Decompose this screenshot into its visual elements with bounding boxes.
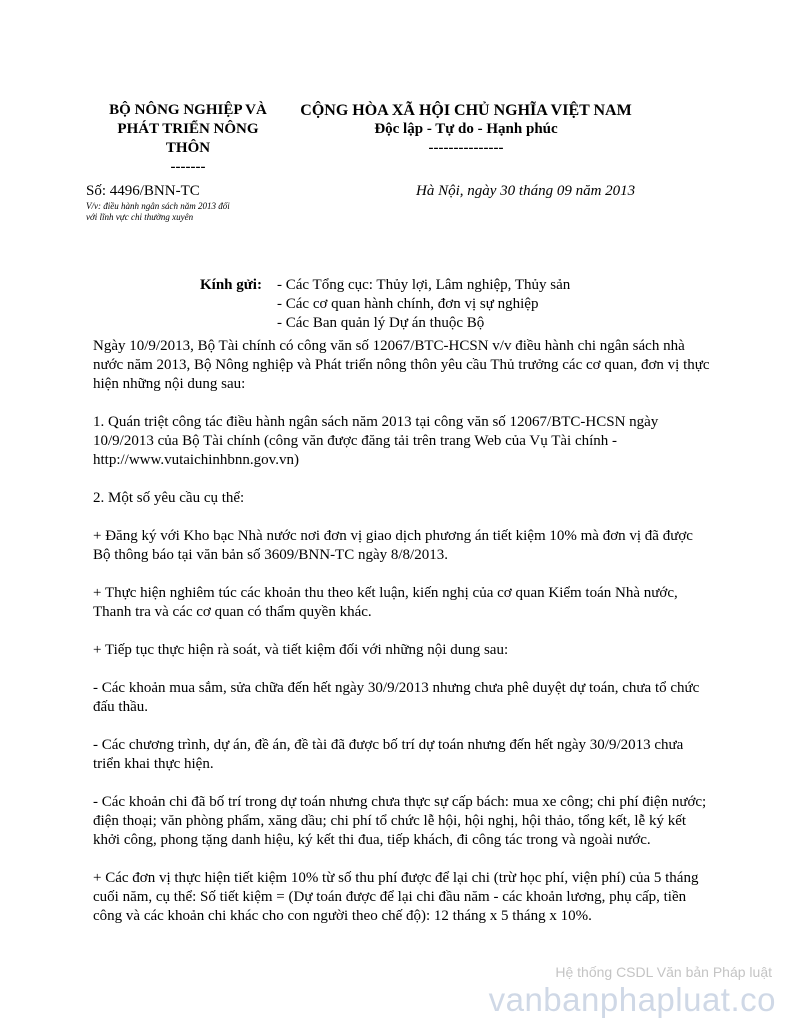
requirement-audit-collections: + Thực hiện nghiêm túc các khoản thu theo kết luận, kiến nghị của cơ quan Kiểm toán Nhà nước, Thanh tra và các cơ quan có thẩm quyền khác. — [93, 585, 678, 620]
document-subject — [86, 201, 286, 223]
nation-motto: Độc lập - Tự do - Hạnh phúc — [374, 121, 558, 137]
agency-line-3: THÔN — [165, 140, 211, 156]
intro-paragraph: Ngày 10/9/2013, Bộ Tài chính có công văn số 12067/BTC-HCSN v/v điều hành chi ngân sách nhà nước năm 2013, Bộ Nông nghiệp và Phát triển nông thôn yêu cầu Thủ trưởng các cơ quan, đơn vị thực hiện những nội dung sau: — [93, 338, 710, 392]
nation-title: CỘNG HÒA XÃ HỘI CHỦ NGHĨA VIỆT NAM — [300, 102, 632, 119]
recipients-label: Kính gửi: — [200, 277, 262, 293]
requirement-fee-savings: + Các đơn vị thực hiện tiết kiệm 10% từ số thu phí được để lại chi (trừ học phí, viện phí) của 5 tháng cuối năm, cụ thể: Số tiết kiệm = (Dự toán được để lại chi đầu năm - các khoản lương, phụ cấp, tiền công và các khoản chi khác cho con người theo chế độ): 12 tháng x 5 tháng x 10%. — [93, 870, 699, 924]
recipient-item: - Các Tổng cục: Thủy lợi, Lâm nghiệp, Thủy sản — [277, 277, 571, 293]
place-and-date: Hà Nội, ngày 30 tháng 09 năm 2013 — [416, 183, 636, 199]
subject-line-1: V/v: điều hành ngân sách năm 2013 đối — [86, 201, 230, 211]
recipient-item: - Các Ban quản lý Dự án thuộc Bộ — [277, 315, 485, 331]
requirement-review-savings: + Tiếp tục thực hiện rà soát, và tiết kiệm đối với những nội dung sau: — [93, 642, 509, 658]
item-2-heading: 2. Một số yêu cầu cụ thể: — [93, 490, 245, 506]
requirement-register-savings: + Đăng ký với Kho bạc Nhà nước nơi đơn vị giao dịch phương án tiết kiệm 10% mà đơn vị đã được Bộ thông báo tại văn bản số 3609/BNN-TC ngày 8/8/2013. — [93, 528, 693, 563]
watermark-site-name: vanbanphapluat.co — [488, 981, 776, 1018]
subject-line-2: với lĩnh vực chi thường xuyên — [86, 212, 194, 222]
document-number: Số: 4496/BNN-TC — [86, 183, 200, 199]
nation-divider: --------------- — [428, 140, 504, 156]
agency-line-1: BỘ NÔNG NGHIỆP VÀ — [109, 102, 267, 118]
recipients-list — [277, 276, 570, 333]
agency-divider: ------- — [170, 159, 206, 175]
national-header — [296, 101, 636, 158]
recipient-item: - Các cơ quan hành chính, đơn vị sự nghiệp — [277, 296, 539, 312]
item-1-paragraph: 1. Quán triệt công tác điều hành ngân sách năm 2013 tại công văn số 12067/BTC-HCSN ngày 10/9/2013 của Bộ Tài chính (công văn được đăng tải trên trang Web của Vụ Tài chính - http://www.vutaichinhbnn.gov.vn) — [93, 414, 659, 468]
agency-line-2: PHÁT TRIỂN NÔNG — [117, 121, 259, 137]
review-item-procurement: - Các khoản mua sắm, sửa chữa đến hết ngày 30/9/2013 nhưng chưa phê duyệt dự toán, chưa tổ chức đấu thầu. — [93, 680, 700, 715]
document-body — [93, 337, 713, 945]
site-watermark — [489, 963, 776, 1019]
watermark-caption: Hệ thống CSDL Văn bản Pháp luật — [555, 964, 772, 980]
review-item-expenses: - Các khoản chi đã bố trí trong dự toán nhưng chưa thực sự cấp bách: mua xe công; chi phí điện nước; điện thoại; văn phòng phẩm, xăng dầu; chi phí tổ chức lễ hội, hội nghị, hội thảo, tổng kết, lễ ký kết khởi công, phong tặng danh hiệu, ký kết thi đua, tiếp khách, đi công tác trong và ngoài nước. — [93, 794, 707, 848]
issuing-agency — [86, 101, 290, 177]
review-item-programs: - Các chương trình, dự án, đề án, đề tài đã được bố trí dự toán nhưng đến hết ngày 30/9/2013 chưa triển khai thực hiện. — [93, 737, 684, 772]
